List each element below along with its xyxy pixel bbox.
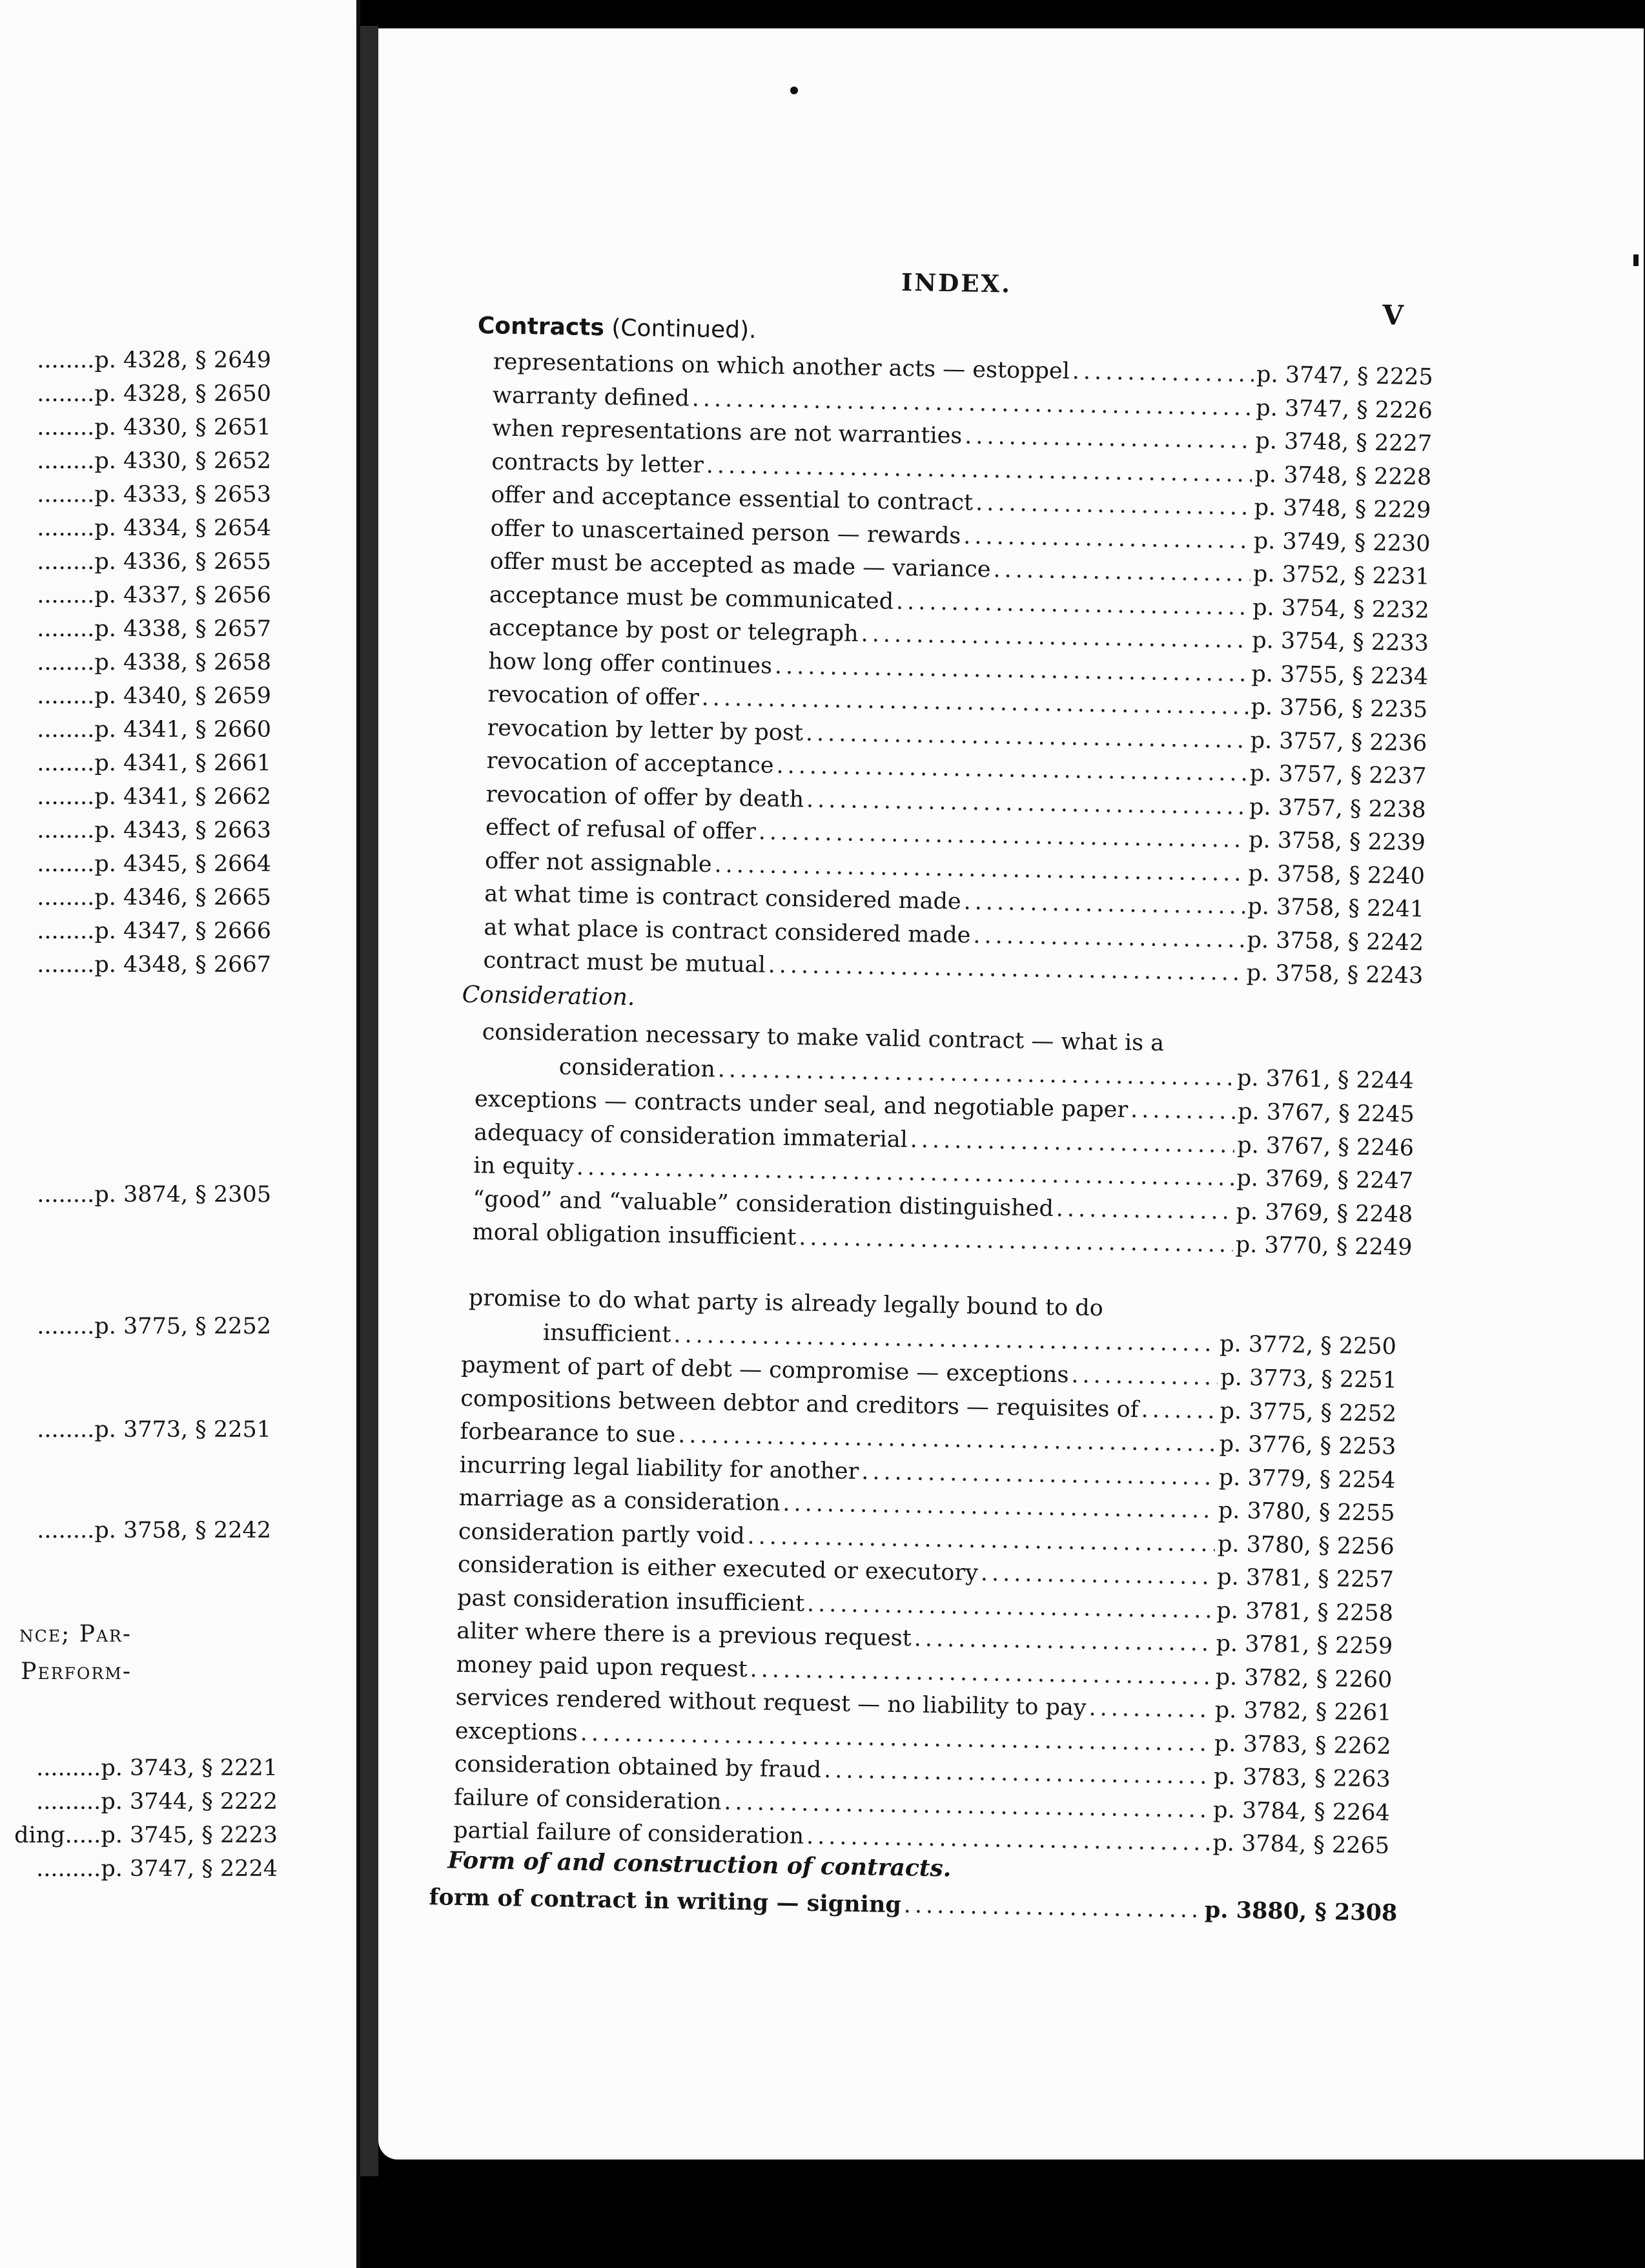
index-entry: [472, 1219, 1412, 1261]
entry-reference: p. 3748, § 2228: [1254, 461, 1432, 491]
dot-leader: [782, 1490, 1216, 1523]
entry-reference: p. 3772, § 2250: [1219, 1331, 1397, 1360]
dot-leader: [806, 787, 1247, 820]
subheading-consideration: Consideration.: [462, 981, 635, 1011]
entry-reference: p. 3748, § 2229: [1254, 494, 1431, 524]
section-heading: [478, 313, 757, 344]
left-ref-line: ........p. 4338, § 2658: [37, 650, 271, 675]
entry-text: money paid upon request: [456, 1651, 748, 1682]
page-title: INDEX.: [901, 267, 1012, 298]
dot-leader: [861, 621, 1249, 654]
entry-reference: p. 3769, § 2248: [1236, 1199, 1413, 1228]
entry-text: at what place is contract considered made: [484, 914, 971, 949]
left-ref-line: ........p. 4330, § 2652: [37, 448, 271, 474]
heading-term: Contracts: [477, 312, 605, 342]
left-ref-line: ........p. 4328, § 2649: [37, 347, 271, 373]
entry-reference: p. 3748, § 2227: [1255, 428, 1433, 457]
entry-text: form of contract in writing — signing: [429, 1884, 902, 1919]
entry-reference: p. 3780, § 2256: [1217, 1531, 1395, 1560]
entry-text: acceptance by post or telegraph: [488, 615, 859, 647]
left-ref-line: ........p. 4330, § 2651: [37, 415, 271, 440]
entry-reference: p. 3773, § 2251: [1220, 1365, 1398, 1394]
entry-reference: p. 3757, § 2238: [1249, 794, 1426, 823]
dot-leader: [714, 852, 1245, 887]
entry-reference: p. 3776, § 2253: [1219, 1431, 1396, 1460]
entry-text: compositions between debtor and creditors — requisites of: [460, 1385, 1139, 1423]
index-entry: [543, 1320, 1396, 1360]
index-entry: [429, 1884, 1397, 1926]
dot-leader: [973, 922, 1245, 953]
entry-reference: p. 3758, § 2240: [1247, 860, 1425, 889]
entry-text: incurring legal liability for another: [459, 1452, 859, 1485]
entry-reference: p. 3755, § 2234: [1251, 661, 1429, 690]
left-ref-line: ........p. 4328, § 2650: [37, 381, 271, 407]
dot-leader: [981, 1560, 1215, 1590]
entry-reference: p. 3747, § 2225: [1256, 361, 1434, 391]
left-ref-line: ........p. 4334, § 2654: [37, 515, 271, 541]
dot-leader: [750, 1656, 1213, 1690]
dot-leader: [1141, 1397, 1217, 1424]
entry-text: marriage as a consideration: [458, 1485, 781, 1516]
left-ref-line: .........p. 3747, § 2224: [36, 1856, 278, 1882]
entry-text: representations on which another acts — estoppel: [493, 349, 1070, 385]
entry-text: revocation of acceptance: [486, 748, 774, 779]
dot-leader: [903, 1892, 1202, 1923]
left-ref-line: ding.....p. 3745, § 2223: [14, 1822, 278, 1848]
left-ref-line: ........p. 3758, § 2242: [37, 1518, 271, 1543]
entry-text: adequacy of consideration immaterial: [473, 1119, 908, 1153]
index-entry: [559, 1054, 1414, 1094]
dot-leader: [1088, 1695, 1212, 1723]
entry-reference: p. 3780, § 2255: [1218, 1498, 1395, 1527]
entry-text: exceptions — contracts under seal, and negotiable paper: [474, 1086, 1129, 1123]
entry-text: forbearance to sue: [460, 1418, 676, 1448]
entry-reference: p. 3783, § 2263: [1213, 1764, 1391, 1793]
subheading-form: Form of and construction of contracts.: [447, 1846, 952, 1882]
entry-text: consideration necessary to make valid contract — what is a: [482, 1019, 1165, 1057]
entry-reference: p. 3756, § 2235: [1251, 694, 1428, 723]
dot-leader: [673, 1322, 1217, 1357]
entry-reference: p. 3784, § 2264: [1212, 1797, 1391, 1826]
entry-reference: p. 3761, § 2244: [1236, 1065, 1415, 1095]
entry-text: consideration partly void: [458, 1518, 745, 1549]
dot-leader: [965, 424, 1253, 454]
index-entry: [483, 947, 1423, 989]
left-page: [0, 0, 360, 2268]
entry-text: consideration is either executed or executory: [457, 1551, 979, 1587]
dot-leader: [1071, 1362, 1218, 1390]
dot-leader: [580, 1720, 1212, 1756]
dot-leader: [807, 1591, 1214, 1623]
dot-leader: [776, 753, 1247, 787]
dot-leader: [861, 1459, 1216, 1490]
left-ref-line: .........p. 3744, § 2222: [36, 1789, 278, 1815]
entry-reference: p. 3782, § 2261: [1214, 1697, 1392, 1726]
dot-leader: [976, 490, 1252, 521]
left-ref-line: ........p. 4345, § 2664: [37, 851, 271, 877]
dot-leader: [577, 1155, 1234, 1191]
entry-reference: p. 3758, § 2242: [1247, 927, 1424, 956]
page-letter: V: [1382, 299, 1404, 331]
dot-leader: [993, 557, 1251, 587]
left-ref-line: ........p. 4341, § 2662: [37, 784, 271, 810]
entry-reference: p. 3758, § 2239: [1248, 827, 1426, 856]
left-ref-line: ........p. 3775, § 2252: [37, 1314, 271, 1339]
dot-leader: [824, 1757, 1212, 1789]
entry-text: how long offer continues: [487, 648, 773, 679]
entry-reference: p. 3757, § 2236: [1250, 727, 1427, 756]
left-caps-line-1: nce; Par-: [19, 1621, 132, 1647]
left-ref-line: ........p. 4341, § 2661: [37, 750, 271, 776]
entry-reference: p. 3781, § 2257: [1216, 1564, 1395, 1593]
entry-text: revocation of offer by death: [485, 781, 804, 812]
dot-leader: [1072, 358, 1254, 387]
book-spine: [360, 26, 378, 2176]
entry-text: consideration obtained by fraud: [454, 1751, 822, 1784]
left-ref-line: ........p. 4341, § 2660: [37, 717, 271, 743]
dot-leader: [963, 523, 1251, 553]
entry-text: revocation by letter by post: [487, 714, 804, 746]
entry-reference: p. 3784, § 2265: [1212, 1830, 1390, 1859]
entry-text: effect of refusal of offer: [485, 814, 757, 845]
entry-text: payment of part of debt — compromise — exceptions: [460, 1352, 1069, 1388]
entry-text: at what time is contract considered made: [484, 881, 962, 915]
entry-text: insufficient: [542, 1319, 671, 1348]
dot-leader: [914, 1625, 1213, 1656]
entry-text: moral obligation insufficient: [472, 1219, 797, 1251]
entry-reference: p. 3749, § 2230: [1253, 528, 1431, 557]
entry-text: promise to do what party is already legally bound to do: [468, 1284, 1104, 1322]
entry-text: offer and acceptance essential to contract: [491, 482, 974, 516]
entry-text: revocation of offer: [487, 681, 700, 711]
entry-text: when representations are not warranties: [491, 415, 963, 449]
dot-leader: [768, 953, 1244, 986]
entry-reference: p. 3880, § 2308: [1204, 1896, 1398, 1926]
entry-text: offer not assignable: [484, 847, 712, 878]
dot-leader: [896, 588, 1251, 620]
left-ref-line: ........p. 3773, § 2251: [37, 1417, 271, 1443]
entry-reference: p. 3783, § 2262: [1214, 1730, 1391, 1760]
heading-continued: (Continued).: [611, 314, 757, 344]
entry-text: consideration: [558, 1054, 716, 1083]
left-caps-line-2: Perform-: [21, 1658, 132, 1685]
entry-reference: p. 3781, § 2259: [1216, 1631, 1393, 1660]
dot-leader: [799, 1224, 1233, 1257]
entry-text: failure of consideration: [453, 1784, 722, 1815]
dot-leader: [1056, 1196, 1233, 1225]
entry-reference: p. 3757, § 2237: [1249, 760, 1427, 790]
dot-leader: [806, 720, 1248, 753]
entry-text: warranty defined: [492, 382, 690, 411]
entry-text: services rendered without request — no liability to pay: [455, 1684, 1087, 1721]
entry-reference: p. 3758, § 2243: [1246, 960, 1424, 989]
entry-text: partial failure of consideration: [453, 1817, 804, 1850]
entry-text: contract must be mutual: [483, 947, 766, 978]
entry-reference: p. 3754, § 2232: [1252, 594, 1430, 623]
left-ref-line: ........p. 4346, § 2665: [37, 885, 271, 911]
entry-reference: p. 3747, § 2226: [1255, 395, 1433, 424]
entry-reference: p. 3770, § 2249: [1235, 1232, 1413, 1261]
left-ref-line: ........p. 4333, § 2653: [37, 482, 271, 508]
entry-text: “good” and “valuable” consideration distinguished: [473, 1186, 1054, 1222]
left-ref-line: ........p. 4347, § 2666: [37, 918, 271, 944]
left-ref-line: ........p. 3874, § 2305: [37, 1182, 271, 1208]
entry-text: aliter where there is a previous request: [456, 1618, 912, 1652]
dot-leader: [1130, 1097, 1236, 1125]
dot-leader: [678, 1422, 1217, 1457]
ink-dot: [790, 87, 798, 94]
dot-leader: [717, 1057, 1234, 1091]
dot-leader: [963, 889, 1245, 920]
dot-leader: [775, 653, 1249, 686]
left-ref-line: ........p. 4338, § 2657: [37, 616, 271, 642]
dot-leader: [758, 819, 1246, 853]
right-page: [378, 28, 1644, 2160]
entry-reference: p. 3769, § 2247: [1236, 1165, 1414, 1195]
entry-text: exceptions: [455, 1718, 578, 1746]
left-ref-line: ........p. 4336, § 2655: [37, 549, 271, 575]
entry-reference: p. 3752, § 2231: [1252, 561, 1430, 590]
entry-reference: p. 3758, § 2241: [1247, 893, 1425, 923]
dot-leader: [724, 1789, 1211, 1822]
dot-leader: [806, 1824, 1211, 1856]
entry-text: acceptance must be communicated: [489, 581, 894, 615]
entry-reference: p. 3775, § 2252: [1220, 1397, 1397, 1427]
dot-leader: [706, 452, 1252, 487]
left-ref-line: ........p. 4348, § 2667: [37, 952, 271, 978]
ink-mark: [1633, 254, 1639, 266]
left-ref-line: .........p. 3743, § 2221: [36, 1755, 278, 1781]
left-ref-line: ........p. 4343, § 2663: [37, 818, 271, 843]
entry-reference: p. 3767, § 2246: [1236, 1132, 1415, 1161]
entry-reference: p. 3782, § 2260: [1215, 1664, 1393, 1693]
dot-leader: [701, 685, 1249, 720]
dot-leader: [692, 386, 1254, 420]
dot-leader: [910, 1127, 1234, 1158]
entry-text: past consideration insufficient: [456, 1585, 805, 1617]
entry-reference: p. 3754, § 2233: [1251, 627, 1429, 657]
dot-leader: [747, 1523, 1215, 1557]
left-ref-line: ........p. 4337, § 2656: [37, 582, 271, 608]
left-ref-line: ........p. 4340, § 2659: [37, 683, 271, 709]
entry-text: offer must be accepted as made — variance: [489, 548, 991, 583]
entry-reference: p. 3781, § 2258: [1216, 1597, 1394, 1627]
entry-text: offer to unascertained person — rewards: [490, 515, 961, 549]
entry-reference: p. 3767, § 2245: [1237, 1098, 1415, 1128]
entry-reference: p. 3779, § 2254: [1218, 1464, 1396, 1494]
entry-text: contracts by letter: [491, 448, 704, 479]
entry-text: in equity: [473, 1153, 575, 1180]
